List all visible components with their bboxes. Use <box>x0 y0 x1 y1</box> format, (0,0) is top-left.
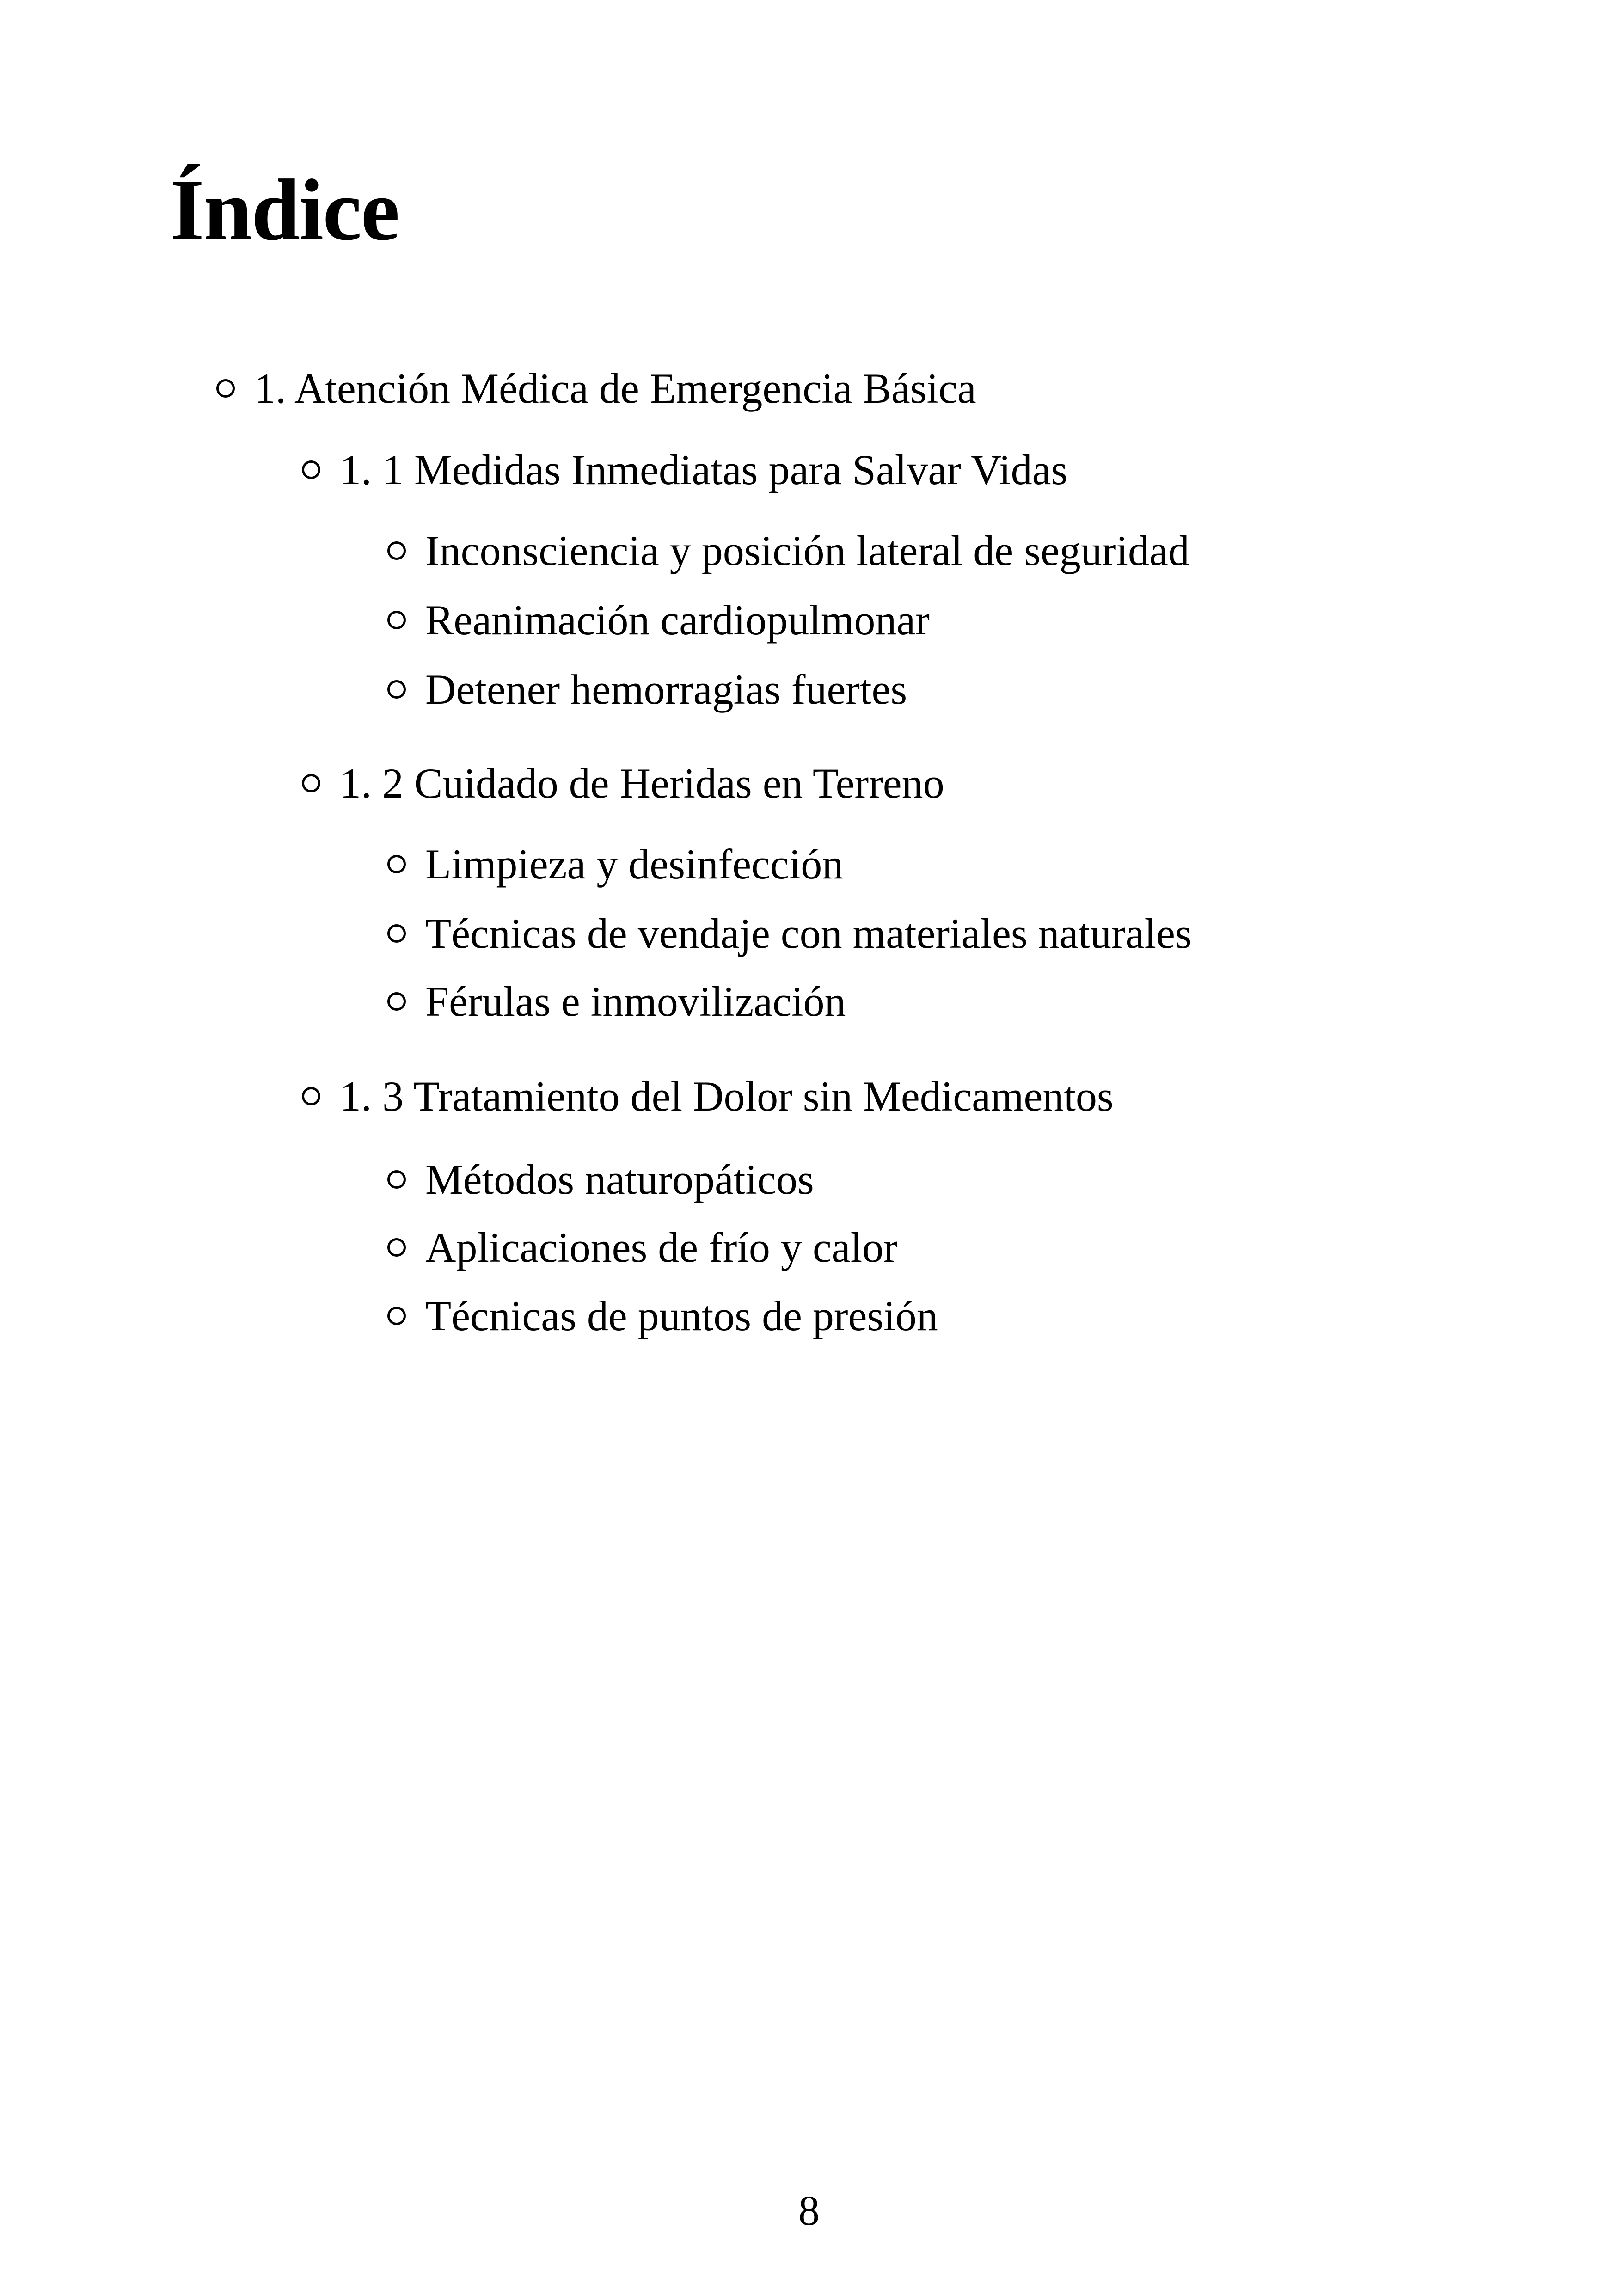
toc-entry-section-1-2[interactable] <box>302 760 944 807</box>
circle-bullet-icon <box>387 924 406 943</box>
circle-bullet-icon <box>302 460 320 479</box>
circle-bullet-icon <box>387 680 406 699</box>
circle-bullet-icon <box>387 855 406 873</box>
toc-entry-label: 1. 1 Medidas Inmediatas para Salvar Vidas <box>340 446 1068 493</box>
toc-entry-label: Limpieza y desinfección <box>425 841 844 888</box>
toc-entry-section-1-1[interactable] <box>302 448 1067 491</box>
toc-entry-label: 1. 3 Tratamiento del Dolor sin Medicamentos <box>340 1073 1114 1120</box>
circle-bullet-icon <box>387 992 406 1011</box>
toc-entry-subitem[interactable] <box>387 1226 898 1269</box>
toc-entry-label: Métodos naturopáticos <box>425 1156 814 1203</box>
toc-entry-label: Férulas e inmovilización <box>425 978 846 1025</box>
page-title: Índice <box>170 162 399 259</box>
toc-entry-subitem[interactable] <box>387 912 1192 955</box>
circle-bullet-icon <box>387 1170 406 1189</box>
toc-entry-subitem[interactable] <box>387 1158 814 1201</box>
toc-entry-subitem[interactable] <box>387 529 1189 572</box>
toc-entry-subitem[interactable] <box>387 596 930 644</box>
toc-entry-section-1-3[interactable] <box>302 1073 1114 1120</box>
circle-bullet-icon <box>387 611 406 629</box>
circle-bullet-icon <box>216 379 235 398</box>
toc-entry-label: 1. Atención Médica de Emergencia Básica <box>254 365 976 412</box>
toc-entry-subitem[interactable] <box>387 668 907 711</box>
toc-entry-subitem[interactable] <box>387 841 844 888</box>
toc-entry-label: Inconsciencia y posición lateral de seguridad <box>425 527 1189 574</box>
toc-entry-label: Detener hemorragias fuertes <box>425 666 907 713</box>
toc-entry-subitem[interactable] <box>387 980 846 1023</box>
circle-bullet-icon <box>387 1307 406 1325</box>
toc-entry-label: Técnicas de puntos de presión <box>425 1292 938 1339</box>
toc-entry-label: Técnicas de vendaje con materiales naturales <box>425 910 1192 957</box>
toc-entry-label: Reanimación cardiopulmonar <box>425 596 930 644</box>
toc-entry-chapter-1[interactable] <box>216 367 976 410</box>
toc-entry-subitem[interactable] <box>387 1292 938 1339</box>
circle-bullet-icon <box>302 774 320 792</box>
circle-bullet-icon <box>302 1087 320 1105</box>
circle-bullet-icon <box>387 541 406 560</box>
page-number: 8 <box>798 2187 820 2234</box>
toc-entry-label: 1. 2 Cuidado de Heridas en Terreno <box>340 760 944 807</box>
circle-bullet-icon <box>387 1238 406 1257</box>
toc-entry-label: Aplicaciones de frío y calor <box>425 1224 898 1271</box>
